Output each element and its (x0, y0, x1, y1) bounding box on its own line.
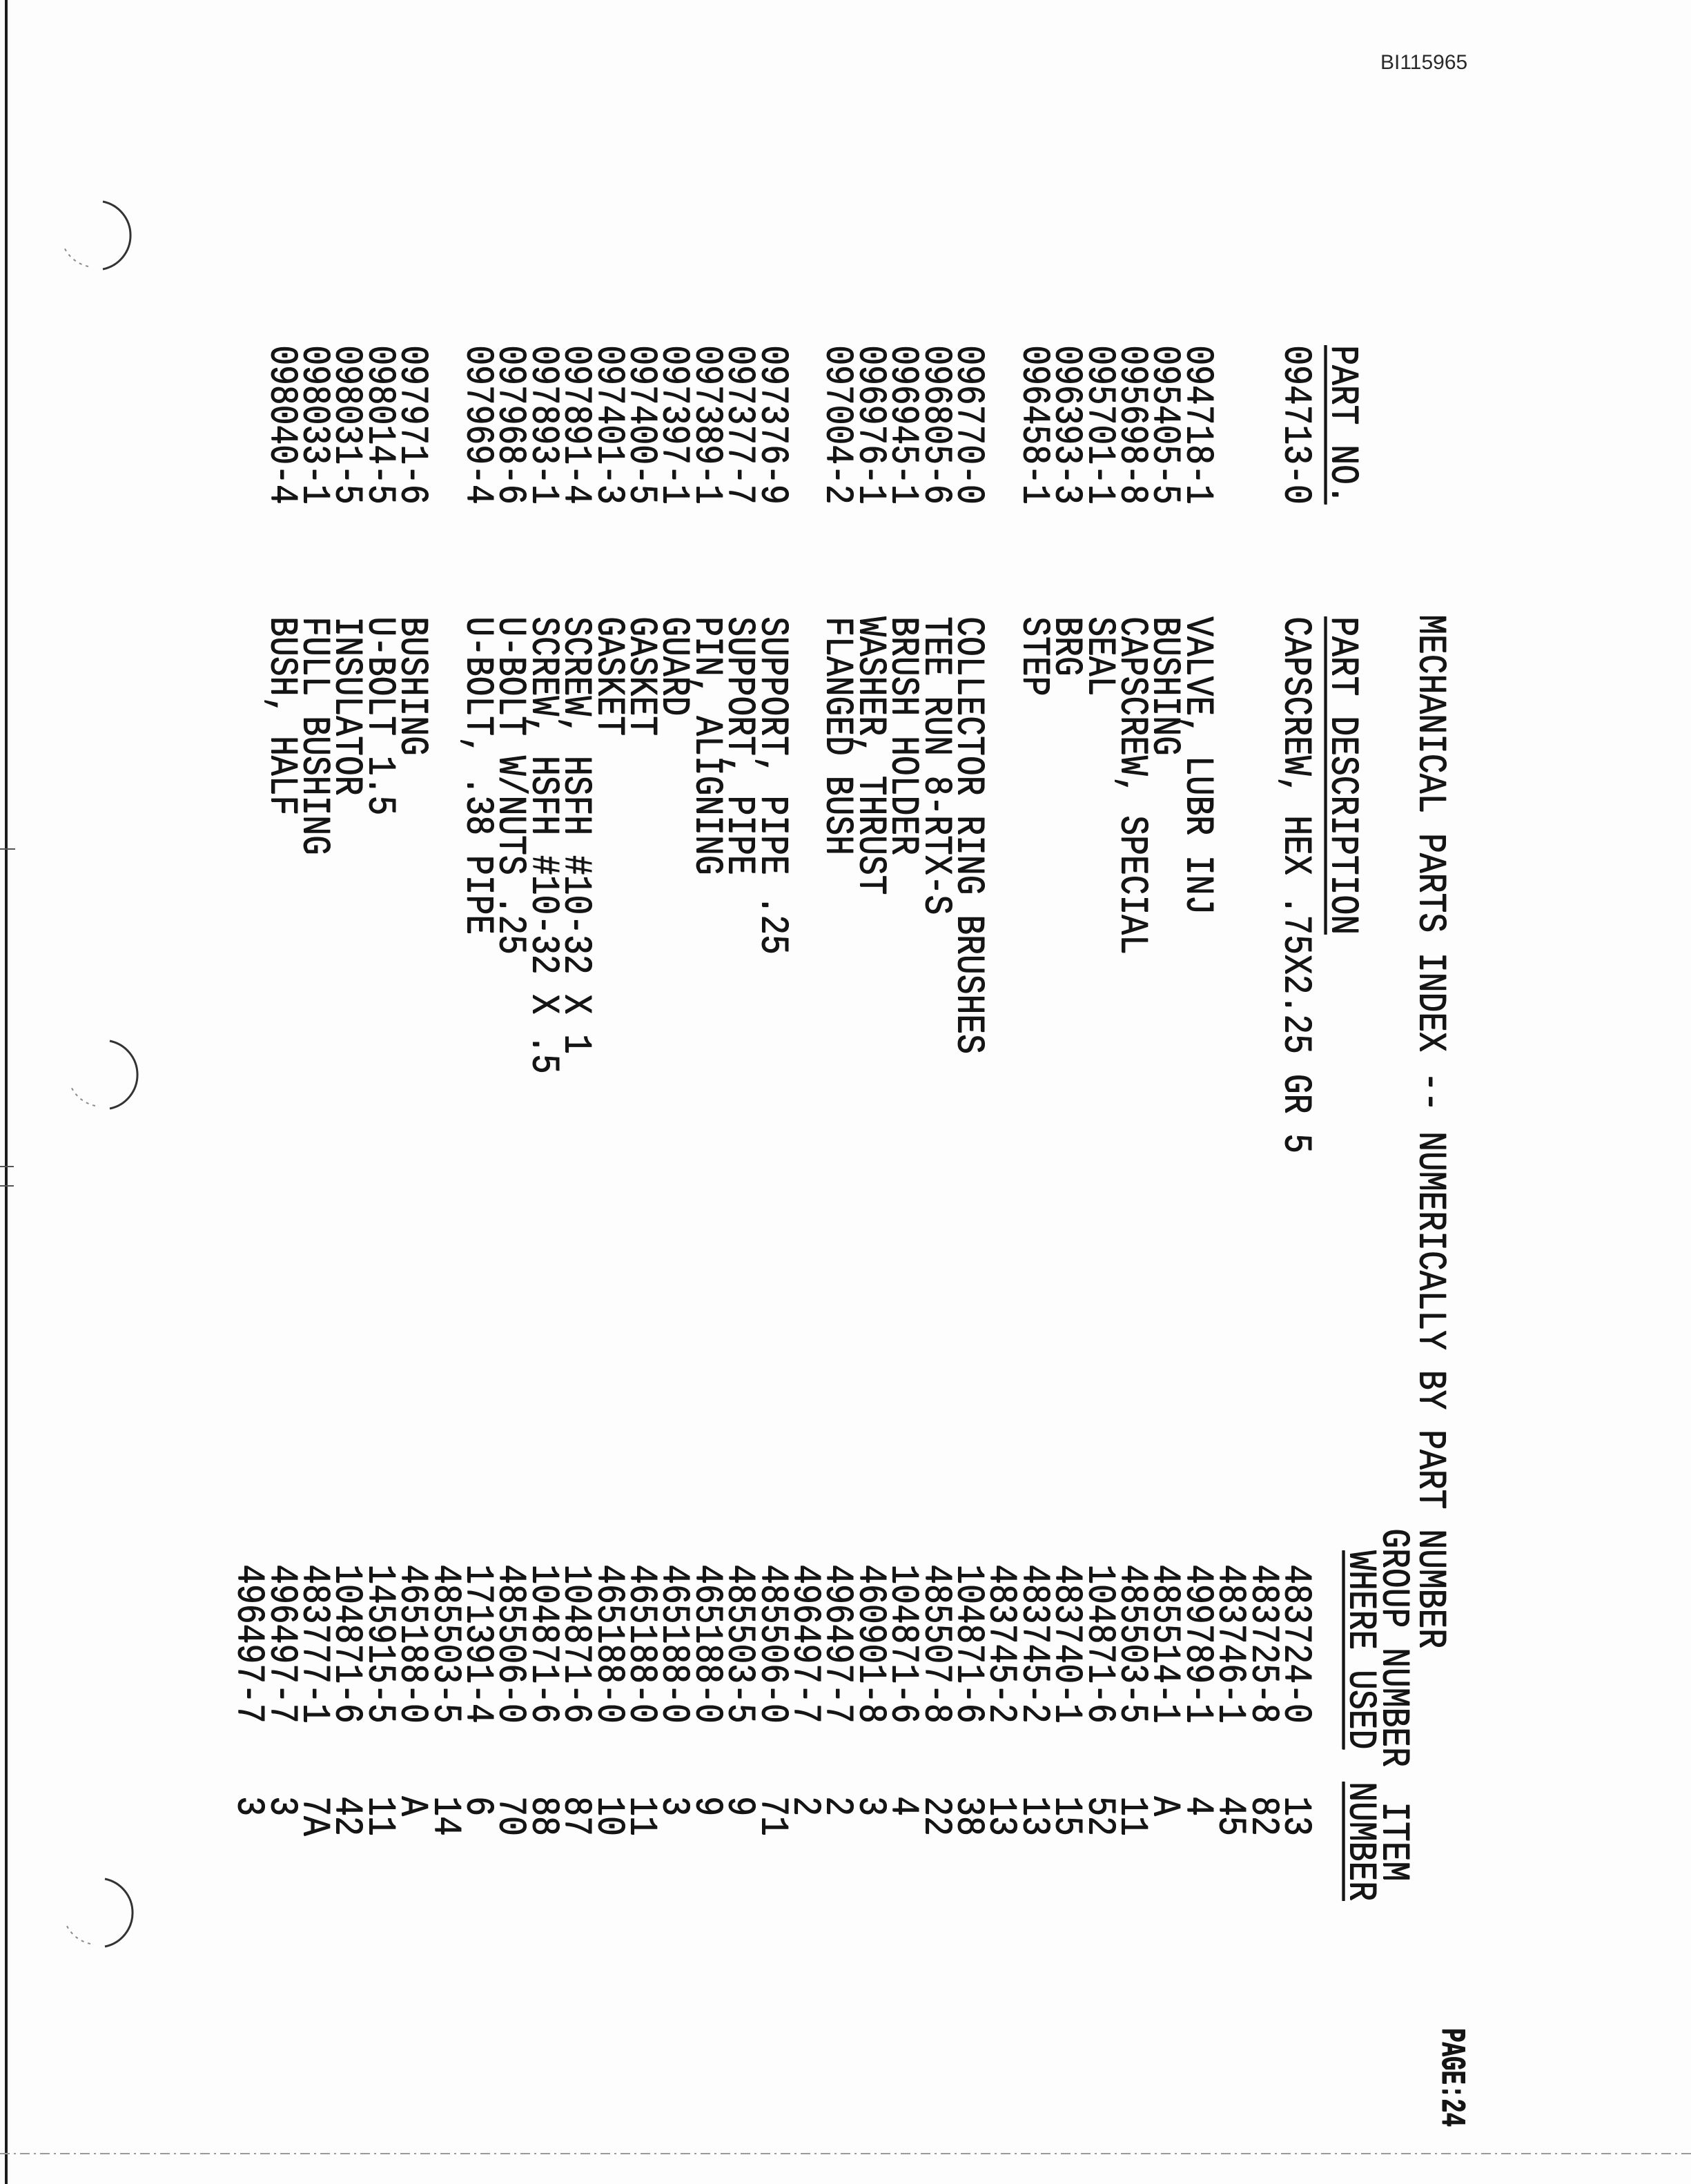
part-number: 095405-5 (1142, 345, 1187, 505)
table-row (717, 0, 762, 2184)
part-description: TEE RUN 8-RTX-S (913, 616, 958, 915)
table-row (324, 0, 369, 2184)
group-number: 465188-0 (652, 1564, 696, 1724)
group-number: 483740-1 (1044, 1564, 1089, 1724)
item-number: 4 (881, 1796, 926, 1816)
group-number: 496497-7 (259, 1564, 304, 1724)
item-number: 7A (292, 1796, 336, 1836)
part-description: CAPSCREW, HEX .75X2.25 GR 5 (1273, 616, 1318, 1153)
part-description: U-BOLT, .38 PIPE (456, 616, 500, 935)
part-number: 095698-8 (1110, 345, 1154, 505)
part-description: GASKET (586, 616, 631, 736)
group-number: 496497-7 (226, 1564, 271, 1724)
part-description: BRG (1044, 616, 1089, 676)
item-number: 15 (1044, 1796, 1089, 1836)
bates-number: BI115965 (1380, 51, 1468, 74)
group-number: 485503-5 (422, 1564, 467, 1724)
part-number: 096945-1 (881, 345, 926, 505)
group-number: 483746-1 (1208, 1564, 1253, 1724)
group-number: 104871-6 (324, 1564, 369, 1724)
item-number: 82 (1240, 1796, 1285, 1836)
part-number: 097968-6 (488, 345, 533, 505)
item-number: 88 (520, 1796, 565, 1836)
group-number: 485503-5 (1110, 1564, 1154, 1724)
item-number: 42 (324, 1796, 369, 1836)
group-number: 171391-4 (456, 1564, 500, 1724)
item-number: 2 (815, 1796, 860, 1816)
column-header-where-used: WHERE USED (1338, 1550, 1382, 1750)
group-number: 485503-5 (717, 1564, 762, 1724)
group-number: 496497-7 (815, 1564, 860, 1724)
part-number: 097389-1 (684, 345, 729, 505)
part-description: FULL BUSHING (292, 616, 336, 855)
group-number: 485506-0 (750, 1564, 794, 1724)
table-row (1044, 0, 1089, 2184)
part-number: 097969-4 (456, 345, 500, 505)
item-number: 11 (1110, 1796, 1154, 1836)
part-number: 097401-3 (586, 345, 631, 505)
table-row (292, 0, 336, 2184)
group-number: 104871-6 (1077, 1564, 1122, 1724)
part-number: 098040-4 (259, 345, 304, 505)
item-number: 52 (1077, 1796, 1122, 1836)
group-number: 483725-8 (1240, 1564, 1285, 1724)
group-number: 485506-0 (488, 1564, 533, 1724)
item-number: 3 (226, 1796, 271, 1816)
group-number: 465188-0 (619, 1564, 663, 1724)
part-description: CAPSCREW, SPECIAL (1110, 616, 1154, 955)
part-number: 097891-4 (554, 345, 598, 505)
part-description: WASHER, THRUST (848, 616, 892, 895)
part-number: 095701-1 (1077, 345, 1122, 505)
item-number: 13 (979, 1796, 1024, 1836)
item-number: 71 (750, 1796, 794, 1836)
part-description: SCREW, HSFH #10-32 X .5 (520, 616, 565, 1074)
group-number: 465188-0 (586, 1564, 631, 1724)
table-row (1110, 0, 1154, 2184)
item-number: 87 (554, 1796, 598, 1836)
item-number: 10 (586, 1796, 631, 1836)
table-row (226, 0, 304, 2184)
table-row (652, 0, 696, 2184)
part-number: 097004-2 (815, 345, 860, 505)
group-number: 104871-6 (554, 1564, 598, 1724)
table-row (979, 0, 1056, 2184)
item-number: 13 (1011, 1796, 1056, 1836)
item-number: 3 (259, 1796, 304, 1816)
part-number: 098031-5 (324, 345, 369, 505)
part-description: GASKET (619, 616, 663, 736)
part-description: VALVE, LUBR INJ (1175, 616, 1220, 915)
table-row (554, 0, 598, 2184)
part-description: BUSHING (390, 616, 435, 756)
item-number: 6 (456, 1796, 500, 1816)
part-number: 096805-6 (913, 345, 958, 505)
table-row (488, 0, 533, 2184)
table-row (881, 0, 926, 2184)
part-description: SEAL (1077, 616, 1122, 696)
part-number: 097397-1 (652, 345, 696, 505)
column-header-item-number: NUMBER (1338, 1782, 1382, 1901)
group-number: 496497-7 (783, 1564, 827, 1724)
part-number: 097400-5 (619, 345, 663, 505)
group-number: 104871-6 (946, 1564, 990, 1724)
item-number: 70 (488, 1796, 533, 1836)
page-title: MECHANICAL PARTS INDEX -- NUMERICALLY BY PART NUMBER (1408, 614, 1452, 1648)
part-description: SUPPORT, PIPE .25 (750, 616, 794, 955)
item-number: 2 (783, 1796, 827, 1816)
group-number: 465188-0 (684, 1564, 729, 1724)
part-description: INSULATOR (324, 616, 369, 796)
table-row (586, 0, 631, 2184)
table-row (1175, 0, 1220, 2184)
item-number: 3 (848, 1796, 892, 1816)
column-header-description: PART DESCRIPTION (1320, 616, 1365, 935)
part-description: U-BOLT 1.5 (357, 616, 402, 816)
table-row (783, 0, 860, 2184)
part-description: SUPPORT, PIPE (717, 616, 762, 875)
table-row (520, 0, 565, 2184)
part-description: COLLECTOR RING BRUSHES (946, 616, 990, 1054)
group-number: 145915-5 (357, 1564, 402, 1724)
column-header-part-no: PART NO. (1320, 345, 1365, 505)
table-row (1208, 0, 1318, 2184)
group-number: 465188-0 (390, 1564, 435, 1724)
part-description: FLANGED BUSH (815, 616, 860, 855)
group-number: 485507-8 (913, 1564, 958, 1724)
part-number: 098014-5 (357, 345, 402, 505)
group-number: 460901-8 (848, 1564, 892, 1724)
group-number: 483777-1 (292, 1564, 336, 1724)
part-number: 097376-9 (750, 345, 794, 505)
item-number: 38 (946, 1796, 990, 1836)
group-number: 483745-2 (979, 1564, 1024, 1724)
group-number: 499789-1 (1175, 1564, 1220, 1724)
column-header-item: ITEM (1371, 1802, 1416, 1882)
table-row (1077, 0, 1122, 2184)
group-number: 483745-2 (1011, 1564, 1056, 1724)
item-number: 9 (717, 1796, 762, 1816)
table-row (750, 0, 794, 2184)
item-number: 11 (357, 1796, 402, 1836)
part-number: 096770-0 (946, 345, 990, 505)
page-number: PAGE:24 (1431, 2028, 1470, 2127)
item-number: 9 (684, 1796, 729, 1816)
group-number: 485514-1 (1142, 1564, 1187, 1724)
column-header-group-number: GROUP NUMBER (1371, 1528, 1416, 1767)
group-number: 104871-6 (881, 1564, 926, 1724)
part-number: 097893-1 (520, 345, 565, 505)
group-number: 483724-0 (1273, 1564, 1318, 1724)
item-number: 22 (913, 1796, 958, 1836)
part-description: GUARD (652, 616, 696, 716)
table-row (619, 0, 663, 2184)
part-description: BUSH, HALF (259, 616, 304, 816)
table-row (946, 0, 990, 2184)
part-number: 098033-1 (292, 345, 336, 505)
part-number: 094718-1 (1175, 345, 1220, 505)
table-row (684, 0, 729, 2184)
part-description: STEP (1011, 616, 1056, 696)
item-number: 3 (652, 1796, 696, 1816)
table-row (1142, 0, 1187, 2184)
item-number: 13 (1273, 1796, 1318, 1836)
part-description: BRUSH HOLDER (881, 616, 926, 855)
item-number: 45 (1208, 1796, 1253, 1836)
part-number: 096458-1 (1011, 345, 1056, 505)
part-description: SCREW, HSFH #10-32 X 1 (554, 616, 598, 1054)
part-number: 094713-0 (1273, 345, 1318, 505)
table-row (357, 0, 402, 2184)
part-number: 096976-1 (848, 345, 892, 505)
item-number: A (1142, 1796, 1187, 1816)
part-description: PIN, ALIGNING (684, 616, 729, 875)
part-description: BUSHING (1142, 616, 1187, 756)
item-number: A (390, 1796, 435, 1816)
group-number: 104871-6 (520, 1564, 565, 1724)
table-row (422, 0, 500, 2184)
item-number: 11 (619, 1796, 663, 1836)
part-number: 097377-7 (717, 345, 762, 505)
table-row (848, 0, 892, 2184)
part-description: U-BOLT W/NUTS .25 (488, 616, 533, 955)
part-number: 096393-3 (1044, 345, 1089, 505)
item-number: 4 (1175, 1796, 1220, 1816)
table-row (913, 0, 958, 2184)
table-row (390, 0, 435, 2184)
item-number: 14 (422, 1796, 467, 1836)
part-number: 097971-6 (390, 345, 435, 505)
